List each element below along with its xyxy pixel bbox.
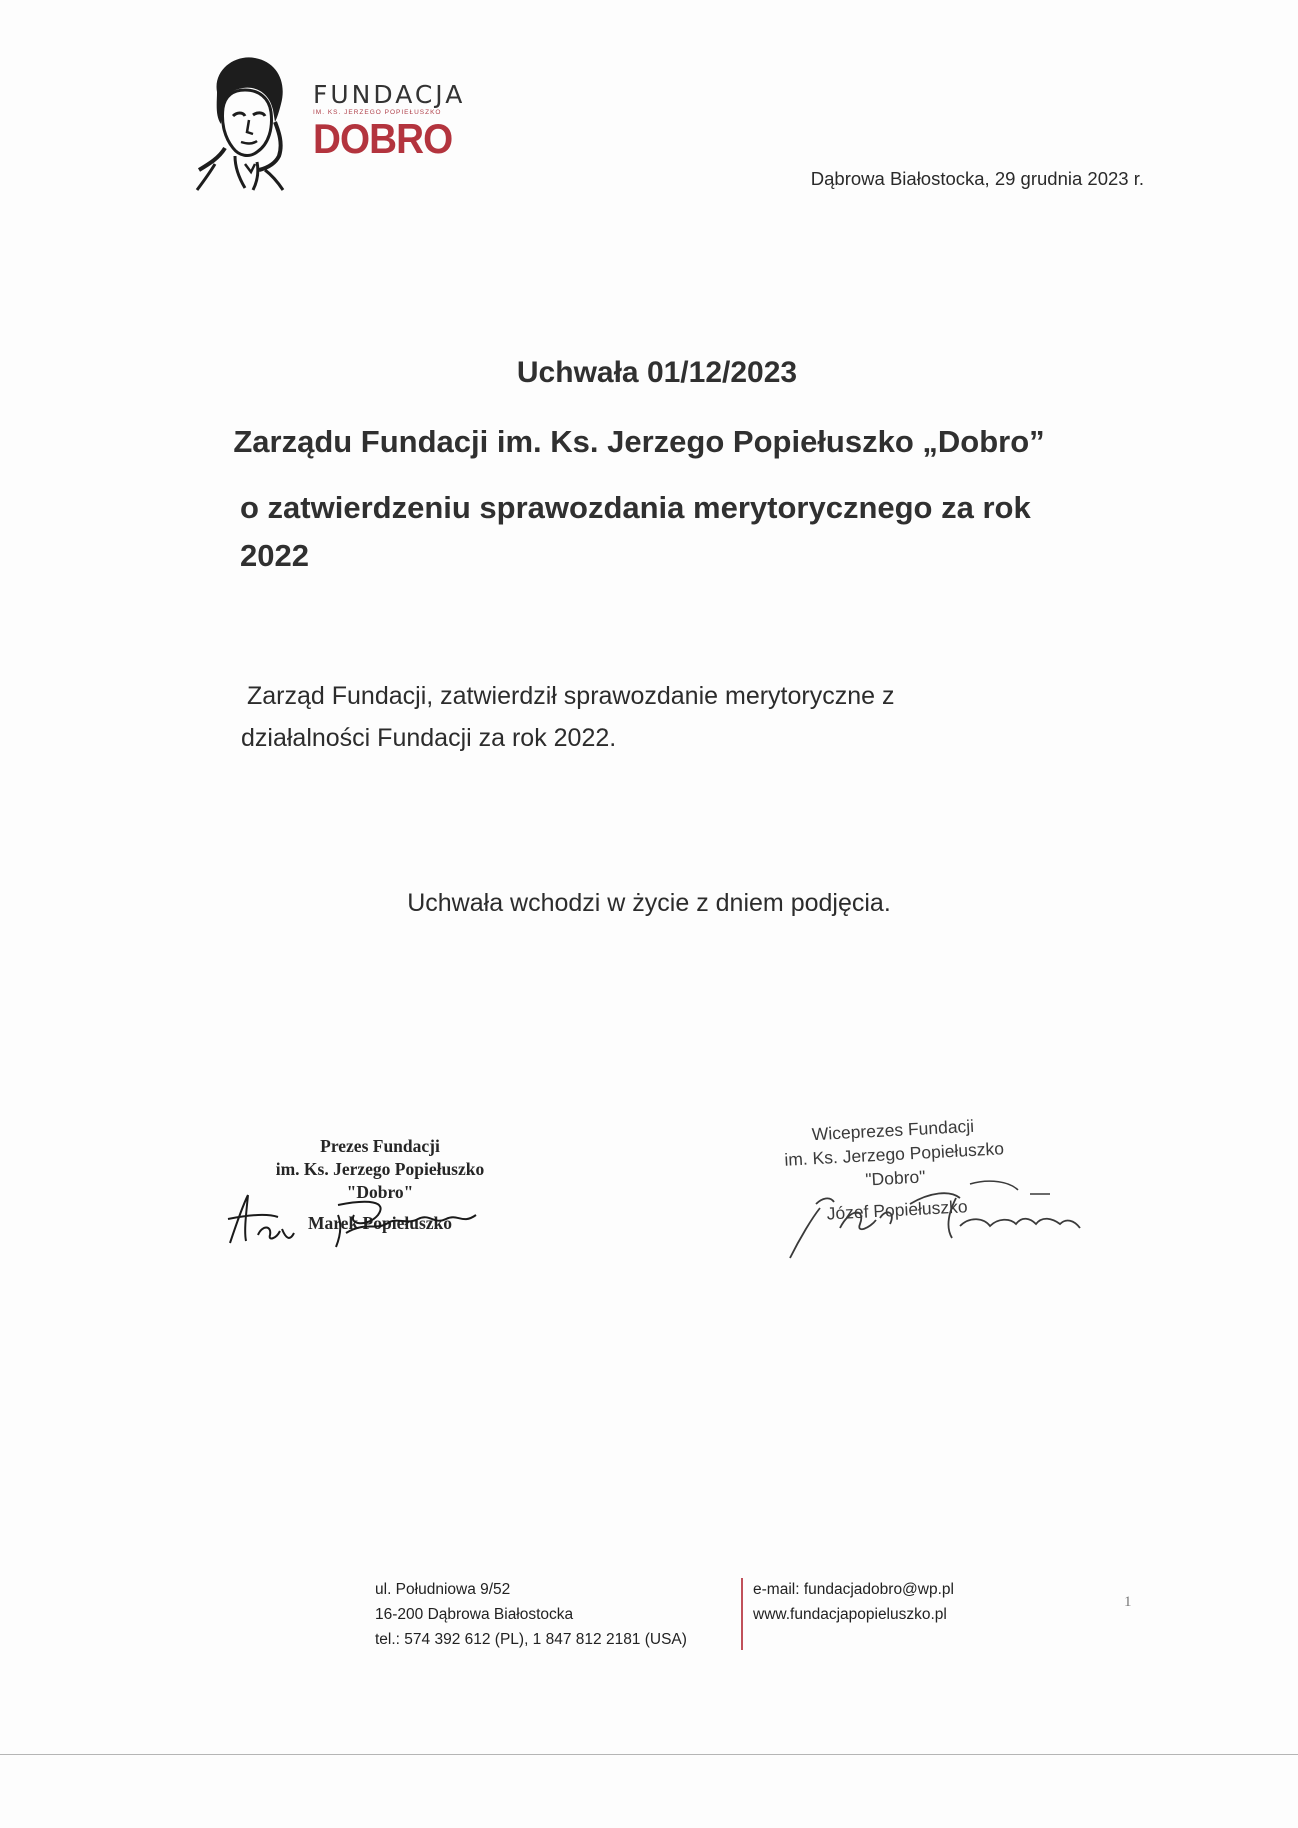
signature-stamp-vicepresident <box>732 1110 1057 1231</box>
footer-email[interactable]: e-mail: fundacjadobro@wp.pl <box>753 1581 954 1598</box>
footer-phone: tel.: 574 392 612 (PL), 1 847 812 2181 (USA) <box>375 1631 687 1648</box>
signature-org: im. Ks. Jerzego Popiełuszko <box>275 1159 485 1179</box>
signature-org: im. Ks. Jerzego Popiełuszko <box>783 1138 1005 1170</box>
footer-divider <box>741 1578 743 1650</box>
footer-city: 16-200 Dąbrowa Białostocka <box>375 1606 574 1623</box>
signature-org2: "Dobro" <box>346 1182 414 1202</box>
effective-clause: Uchwała wchodzi w życie z dniem podjęcia. <box>407 889 891 917</box>
foundation-logo <box>195 52 495 202</box>
signature-role: Prezes Fundacji <box>320 1136 440 1156</box>
resolution-number: Uchwała 01/12/2023 <box>516 356 798 389</box>
body-line-2: działalności Fundacji za rok 2022. <box>241 724 617 752</box>
logo-fundacja: FUNDACJA <box>313 80 466 109</box>
footer-address <box>375 1577 687 1652</box>
signature-name: Marek Popiełuszko <box>307 1213 453 1233</box>
signature-org2: "Dobro" <box>864 1166 926 1190</box>
resolution-subject: o zatwierdzeniu sprawozdania merytorycznego za rok <box>240 490 1031 525</box>
portrait-icon <box>195 52 295 192</box>
logo-subtitle: IM. KS. JERZEGO POPIEŁUSZKO <box>313 109 442 116</box>
document-date: Dąbrowa Białostocka, 29 grudnia 2023 r. <box>810 168 1144 189</box>
footer-contact <box>753 1577 954 1627</box>
resolution-body <box>241 675 1041 759</box>
signature-stamp-president <box>220 1135 540 1235</box>
scan-bottom-edge <box>0 1754 1298 1755</box>
resolution-subject-year: 2022 <box>240 538 309 573</box>
logo-text <box>313 82 465 160</box>
footer-street: ul. Południowa 9/52 <box>375 1581 511 1598</box>
footer-website[interactable]: www.fundacjapopieluszko.pl <box>753 1606 947 1623</box>
logo-dobro: DOBRO <box>313 114 453 162</box>
signature-role: Wiceprezes Fundacji <box>811 1115 975 1145</box>
body-line-1: Zarząd Fundacji, zatwierdził sprawozdanie merytoryczne z <box>247 682 895 710</box>
resolution-issuer: Zarządu Fundacji im. Ks. Jerzego Popiełuszko „Dobro” <box>233 424 1045 459</box>
signature-name: Józef Popiełuszko <box>826 1196 969 1224</box>
page-number: 1 <box>1124 1594 1132 1610</box>
